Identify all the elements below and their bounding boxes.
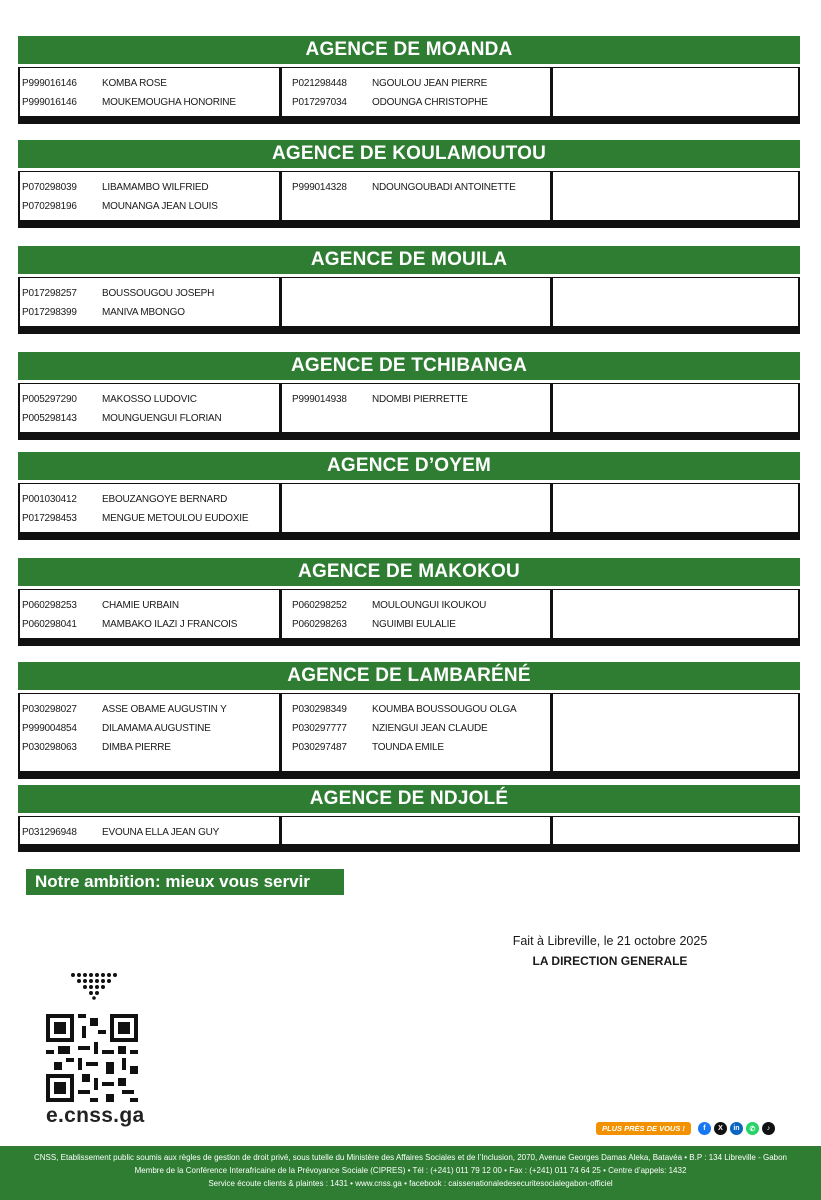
agency-section xyxy=(18,246,800,334)
list-item xyxy=(22,284,277,303)
column-divider xyxy=(550,278,553,326)
agency-section xyxy=(18,140,800,228)
list-item xyxy=(292,738,547,757)
list-item xyxy=(292,615,547,634)
agency-section xyxy=(18,36,800,124)
column-divider xyxy=(279,817,282,844)
list-item xyxy=(22,509,277,528)
section-bottom-bar xyxy=(18,432,800,440)
facebook-icon[interactable]: f xyxy=(698,1122,711,1135)
member-name: NGOULOU JEAN PIERRE xyxy=(372,78,488,89)
member-code: P030298063 xyxy=(22,742,77,753)
social-bar xyxy=(596,1122,775,1135)
column-divider xyxy=(279,590,282,638)
column-divider xyxy=(550,590,553,638)
agency-title: AGENCE DE MOUILA xyxy=(18,246,800,274)
list-item xyxy=(292,390,547,409)
section-bottom-bar xyxy=(18,844,800,852)
member-code: P999016146 xyxy=(22,97,77,108)
column-divider xyxy=(279,484,282,532)
x-icon[interactable]: X xyxy=(714,1122,727,1135)
column-divider xyxy=(279,694,282,771)
list-item xyxy=(22,303,277,322)
list-item xyxy=(22,178,277,197)
list-item xyxy=(292,700,547,719)
list-item xyxy=(22,615,277,634)
agency-rows xyxy=(18,589,800,638)
member-name: NDOUNGOUBADI ANTOINETTE xyxy=(372,182,516,193)
agency-title: AGENCE DE TCHIBANGA xyxy=(18,352,800,380)
member-code: P999014328 xyxy=(292,182,347,193)
column-divider xyxy=(279,278,282,326)
section-bottom-bar xyxy=(18,638,800,646)
list-item xyxy=(22,74,277,93)
member-name: KOMBA ROSE xyxy=(102,78,167,89)
list-item xyxy=(22,596,277,615)
agency-section xyxy=(18,452,800,540)
agency-rows xyxy=(18,693,800,771)
member-code: P017298399 xyxy=(22,307,77,318)
member-code: P999014938 xyxy=(292,394,347,405)
agency-column-2 xyxy=(292,596,547,634)
section-bottom-bar xyxy=(18,220,800,228)
footer-line-2: Membre de la Conférence Interafricaine de la Prévoyance Sociale (CIPRES) • Tél : (+241) 011 79 12 00 • Fax : (+241) 011 74 64 25 • Centre d’appels: 1432 xyxy=(134,1166,687,1175)
member-code: P060298263 xyxy=(292,619,347,630)
agency-column-2 xyxy=(292,390,547,409)
list-item xyxy=(292,719,547,738)
member-code: P031296948 xyxy=(22,827,77,838)
member-code: P060298041 xyxy=(22,619,77,630)
column-divider xyxy=(550,384,553,432)
member-name: EBOUZANGOYE BERNARD xyxy=(102,494,228,505)
member-name: TOUNDA EMILE xyxy=(372,742,444,753)
column-divider xyxy=(550,817,553,844)
whatsapp-icon[interactable]: ✆ xyxy=(746,1122,759,1135)
signature-block xyxy=(460,934,760,968)
agency-rows xyxy=(18,383,800,432)
list-item xyxy=(22,409,277,428)
place-date: Fait à Libreville, le 21 octobre 2025 xyxy=(512,934,708,948)
agency-rows xyxy=(18,816,800,844)
member-name: KOUMBA BOUSSOUGOU OLGA xyxy=(372,704,517,715)
agency-column-1 xyxy=(22,284,277,322)
member-name: NZIENGUI JEAN CLAUDE xyxy=(372,723,488,734)
member-code: P030297777 xyxy=(292,723,347,734)
member-name: MAKOSSO LUDOVIC xyxy=(102,394,197,405)
agency-title: AGENCE DE MAKOKOU xyxy=(18,558,800,586)
member-code: P999004854 xyxy=(22,723,77,734)
footer xyxy=(0,1146,821,1200)
member-name: MOUNANGA JEAN LOUIS xyxy=(102,201,218,212)
agency-rows xyxy=(18,277,800,326)
member-name: CHAMIE URBAIN xyxy=(102,600,179,611)
qr-code[interactable] xyxy=(46,1014,138,1102)
agency-section xyxy=(18,352,800,440)
member-code: P017298453 xyxy=(22,513,77,524)
agency-rows xyxy=(18,67,800,116)
list-item xyxy=(292,596,547,615)
list-item xyxy=(22,823,277,842)
section-bottom-bar xyxy=(18,532,800,540)
member-name: MOULOUNGUI IKOUKOU xyxy=(372,600,487,611)
list-item xyxy=(22,738,277,757)
list-item xyxy=(22,197,277,216)
agency-rows xyxy=(18,483,800,532)
member-code: P017298257 xyxy=(22,288,77,299)
list-item xyxy=(292,74,547,93)
agency-column-1 xyxy=(22,700,277,757)
member-name: MAMBAKO ILAZI J FRANCOIS xyxy=(102,619,238,630)
member-code: P070298039 xyxy=(22,182,77,193)
member-name: EVOUNA ELLA JEAN GUY xyxy=(102,827,220,838)
member-name: NGUIMBI EULALIE xyxy=(372,619,456,630)
section-bottom-bar xyxy=(18,771,800,779)
footer-line-1: CNSS, Etablissement public soumis aux règles de gestion de droit privé, sous tutelle du Ministère des Affaires Sociales et de l’Inclusion, 2070, Avenue Georges Damas Aleka, Batavéa • B.P : 134 Libreville - Gabon xyxy=(34,1153,787,1162)
member-name: ASSE OBAME AUGUSTIN Y xyxy=(102,704,227,715)
list-item xyxy=(22,719,277,738)
member-name: NDOMBI PIERRETTE xyxy=(372,394,468,405)
tagline-badge: PLUS PRÈS DE VOUS ! xyxy=(596,1122,691,1135)
member-code: P005298143 xyxy=(22,413,77,424)
member-name: MOUKEMOUGHA HONORINE xyxy=(102,97,236,108)
agency-column-2 xyxy=(292,700,547,757)
member-code: P030298027 xyxy=(22,704,77,715)
agency-rows xyxy=(18,171,800,220)
column-divider xyxy=(550,68,553,116)
column-divider xyxy=(550,172,553,220)
agency-section xyxy=(18,558,800,646)
member-name: DIMBA PIERRE xyxy=(102,742,171,753)
member-name: MENGUE METOULOU EUDOXIE xyxy=(102,513,249,524)
agency-column-1 xyxy=(22,596,277,634)
list-item xyxy=(292,178,547,197)
agency-title: AGENCE DE MOANDA xyxy=(18,36,800,64)
list-item xyxy=(22,93,277,112)
member-name: LIBAMAMBO WILFRIED xyxy=(102,182,209,193)
column-divider xyxy=(279,384,282,432)
agency-title: AGENCE DE LAMBARÉNÉ xyxy=(18,662,800,690)
member-code: P030297487 xyxy=(292,742,347,753)
list-item xyxy=(22,700,277,719)
agency-column-1 xyxy=(22,178,277,216)
column-divider xyxy=(550,484,553,532)
agency-section xyxy=(18,785,800,852)
member-code: P017297034 xyxy=(292,97,347,108)
linkedin-icon[interactable]: in xyxy=(730,1122,743,1135)
member-name: ODOUNGA CHRISTOPHE xyxy=(372,97,488,108)
member-code: P060298253 xyxy=(22,600,77,611)
list-item xyxy=(22,490,277,509)
member-name: DILAMAMA AUGUSTINE xyxy=(102,723,211,734)
column-divider xyxy=(279,68,282,116)
member-name: MOUNGUENGUI FLORIAN xyxy=(102,413,222,424)
member-name: BOUSSOUGOU JOSEPH xyxy=(102,288,215,299)
dots-triangle-icon xyxy=(70,972,118,1000)
tiktok-icon[interactable]: ♪ xyxy=(762,1122,775,1135)
agency-column-2 xyxy=(292,74,547,112)
signatory: LA DIRECTION GENERALE xyxy=(532,954,688,968)
agency-column-1 xyxy=(22,390,277,428)
ambition-banner: Notre ambition: mieux vous servir xyxy=(26,869,344,895)
member-code: P060298252 xyxy=(292,600,347,611)
agency-column-1 xyxy=(22,823,277,842)
agency-section xyxy=(18,662,800,779)
social-icons xyxy=(698,1122,775,1135)
column-divider xyxy=(279,172,282,220)
agency-title: AGENCE DE KOULAMOUTOU xyxy=(18,140,800,168)
member-code: P021298448 xyxy=(292,78,347,89)
qr-url[interactable]: e.cnss.ga xyxy=(46,1104,145,1127)
section-bottom-bar xyxy=(18,326,800,334)
member-code: P070298196 xyxy=(22,201,77,212)
agency-column-1 xyxy=(22,490,277,528)
agency-title: AGENCE D’OYEM xyxy=(18,452,800,480)
member-code: P005297290 xyxy=(22,394,77,405)
section-bottom-bar xyxy=(18,116,800,124)
agency-column-2 xyxy=(292,178,547,197)
agency-title: AGENCE DE NDJOLÉ xyxy=(18,785,800,813)
member-name: MANIVA MBONGO xyxy=(102,307,185,318)
member-code: P001030412 xyxy=(22,494,77,505)
footer-line-3: Service écoute clients & plaintes : 1431 • www.cnss.ga • facebook : caissenationaledesecuritesocialegabon-officiel xyxy=(208,1179,613,1188)
member-code: P999016146 xyxy=(22,78,77,89)
member-code: P030298349 xyxy=(292,704,347,715)
list-item xyxy=(292,93,547,112)
agency-column-1 xyxy=(22,74,277,112)
list-item xyxy=(22,390,277,409)
column-divider xyxy=(550,694,553,771)
